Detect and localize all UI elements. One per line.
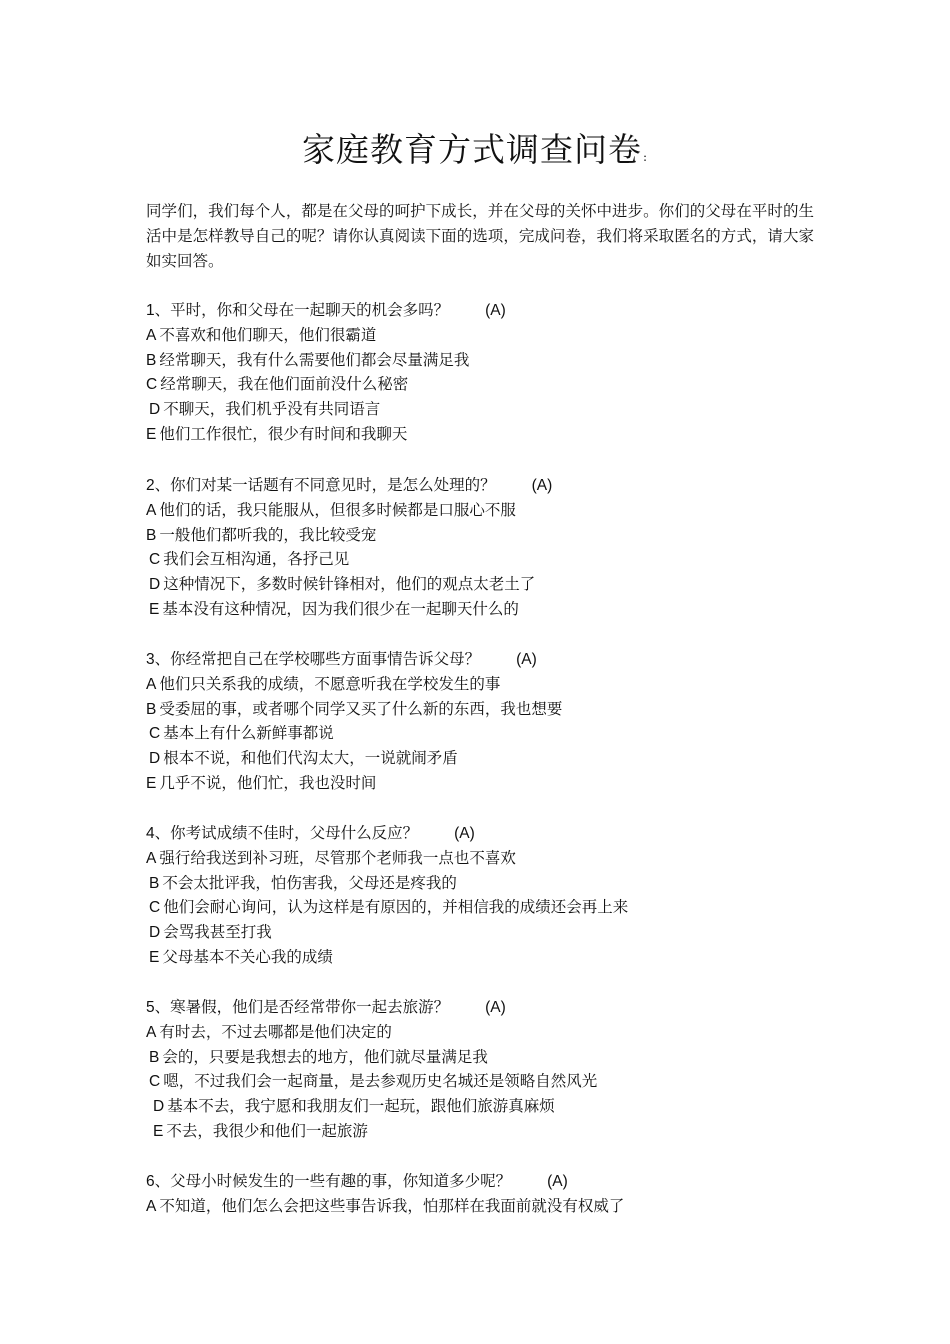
option-letter: E <box>146 774 157 792</box>
option-d <box>146 920 846 945</box>
question-text: 你们对某一话题有不同意见时，是怎么处理的？ <box>170 476 496 494</box>
question-text: 父母小时候发生的一些有趣的事，你知道多少呢？ <box>170 1172 512 1190</box>
question-number: 5、 <box>146 999 171 1016</box>
question-text: 你经常把自己在学校哪些方面事情告诉父母？ <box>170 650 481 668</box>
option-text: 他们会耐心询问，认为这样是有原因的，并相信我的成绩还会再上来 <box>163 898 629 917</box>
option-text: 这种情况下，多数时候针锋相对，他们的观点太老土了 <box>163 575 536 594</box>
option-letter: C <box>146 376 158 394</box>
option-b <box>146 697 846 722</box>
question-answer: (A) <box>485 302 506 319</box>
option-letter: A <box>146 675 157 693</box>
option-letter: B <box>146 351 157 369</box>
question-3-stem <box>146 647 846 672</box>
option-letter: E <box>146 425 157 443</box>
option-b <box>146 1045 846 1070</box>
title-text: 家庭教育方式调查问卷 <box>301 130 642 169</box>
question-text: 平时，你和父母在一起聊天的机会多吗？ <box>170 301 450 319</box>
option-d <box>146 572 846 597</box>
question-1-stem <box>146 298 846 323</box>
option-letter: E <box>149 948 160 966</box>
option-letter: C <box>149 899 161 917</box>
option-letter: E <box>153 1122 164 1140</box>
question-number: 1、 <box>146 302 171 319</box>
option-c <box>146 547 846 572</box>
question-number: 2、 <box>146 477 171 494</box>
question-text: 寒暑假，他们是否经常带你一起去旅游？ <box>170 998 450 1016</box>
question-2 <box>146 473 846 622</box>
question-4 <box>146 821 846 970</box>
document-title <box>0 128 950 179</box>
option-text: 根本不说，和他们代沟太大，一说就闹矛盾 <box>163 749 458 768</box>
question-answer: (A) <box>454 825 475 842</box>
question-number: 6、 <box>146 1173 171 1190</box>
option-c <box>146 372 846 397</box>
question-4-stem <box>146 821 846 846</box>
option-text: 几乎不说，他们忙，我也没时间 <box>159 773 377 792</box>
option-letter: D <box>149 576 161 594</box>
option-a <box>146 323 846 348</box>
option-text: 嗯，不过我们会一起商量，是去参观历史名城还是领略自然风光 <box>163 1072 598 1091</box>
option-a <box>146 1194 846 1219</box>
option-letter: C <box>149 725 161 743</box>
option-a <box>146 498 846 523</box>
option-c <box>146 721 846 746</box>
option-letter: A <box>146 501 157 519</box>
option-text: 父母基本不关心我的成绩 <box>162 947 333 966</box>
option-b <box>146 523 846 548</box>
option-e <box>146 1119 846 1144</box>
option-text: 会骂我甚至打我 <box>163 923 272 942</box>
option-c <box>146 1069 846 1094</box>
question-answer: (A) <box>516 651 537 668</box>
option-a <box>146 1020 846 1045</box>
option-letter: A <box>146 326 157 344</box>
question-1 <box>146 298 846 447</box>
option-d <box>146 397 846 422</box>
option-text: 基本不去，我宁愿和我朋友们一起玩，跟他们旅游真麻烦 <box>167 1097 555 1116</box>
option-text: 有时去，不过去哪都是他们决定的 <box>159 1022 392 1041</box>
question-number: 3、 <box>146 651 171 668</box>
option-text: 他们只关系我的成绩，不愿意听我在学校发生的事 <box>159 674 501 693</box>
option-text: 我们会互相沟通，各抒己见 <box>163 550 350 569</box>
option-d <box>146 1094 846 1119</box>
title-colon: : <box>642 150 649 164</box>
option-text: 一般他们都听我的，我比较受宠 <box>159 525 377 544</box>
option-text: 不知道，他们怎么会把这些事告诉我，怕那样在我面前就没有权威了 <box>159 1196 625 1215</box>
option-letter: D <box>149 750 161 768</box>
question-answer: (A) <box>485 999 506 1016</box>
option-e <box>146 945 846 970</box>
option-a <box>146 846 846 871</box>
option-letter: B <box>146 700 157 718</box>
option-c <box>146 895 846 920</box>
intro-paragraph: 同学们，我们每个人，都是在父母的呵护下成长，并在父母的关怀中进步。你们的父母在平时的生活中是怎样教导自己的呢？请你认真阅读下面的选项，完成问卷，我们将采取匿名的方式，请大家如实回答。 <box>146 202 814 270</box>
question-number: 4、 <box>146 825 171 842</box>
option-text: 不会太批评我，怕伤害我，父母还是疼我的 <box>162 873 457 892</box>
option-letter: A <box>146 1023 157 1041</box>
question-text: 你考试成绩不佳时，父母什么反应？ <box>170 824 419 842</box>
option-text: 不喜欢和他们聊天，他们很霸道 <box>159 325 377 344</box>
option-e <box>146 422 846 447</box>
option-letter: C <box>149 551 161 569</box>
option-letter: B <box>146 526 157 544</box>
option-letter: C <box>149 1073 161 1091</box>
option-text: 不去，我很少和他们一起旅游 <box>166 1121 368 1140</box>
option-e <box>146 597 846 622</box>
option-text: 经常聊天，我有什么需要他们都会尽量满足我 <box>159 350 470 369</box>
option-d <box>146 746 846 771</box>
option-text: 经常聊天，我在他们面前没什么秘密 <box>160 375 409 394</box>
option-text: 基本上有什么新鲜事都说 <box>163 724 334 743</box>
option-b <box>146 348 846 373</box>
option-letter: E <box>149 600 160 618</box>
option-letter: D <box>149 924 161 942</box>
option-e <box>146 771 846 796</box>
question-answer: (A) <box>547 1173 568 1190</box>
option-letter: B <box>149 1048 160 1066</box>
option-letter: B <box>149 874 160 892</box>
option-b <box>146 871 846 896</box>
option-text: 他们工作很忙，很少有时间和我聊天 <box>159 424 408 443</box>
option-text: 会的，只要是我想去的地方，他们就尽量满足我 <box>162 1047 488 1066</box>
option-letter: D <box>149 401 161 419</box>
option-letter: D <box>153 1098 165 1116</box>
option-text: 受委屈的事，或者哪个同学又买了什么新的东西，我也想要 <box>159 699 563 718</box>
option-text: 基本没有这种情况，因为我们很少在一起聊天什么的 <box>162 599 519 618</box>
question-6 <box>146 1169 846 1219</box>
option-letter: A <box>146 849 157 867</box>
option-text: 不聊天，我们机乎没有共同语言 <box>163 400 381 419</box>
question-answer: (A) <box>531 477 553 494</box>
question-5-stem <box>146 995 846 1020</box>
option-text: 强行给我送到补习班，尽管那个老师我一点也不喜欢 <box>159 848 516 867</box>
question-5 <box>146 995 846 1144</box>
option-a <box>146 672 846 697</box>
question-2-stem <box>146 473 846 498</box>
option-letter: A <box>146 1197 157 1215</box>
question-6-stem <box>146 1169 846 1194</box>
option-text: 他们的话，我只能服从，但很多时候都是口服心不服 <box>159 500 516 519</box>
question-3 <box>146 647 846 796</box>
